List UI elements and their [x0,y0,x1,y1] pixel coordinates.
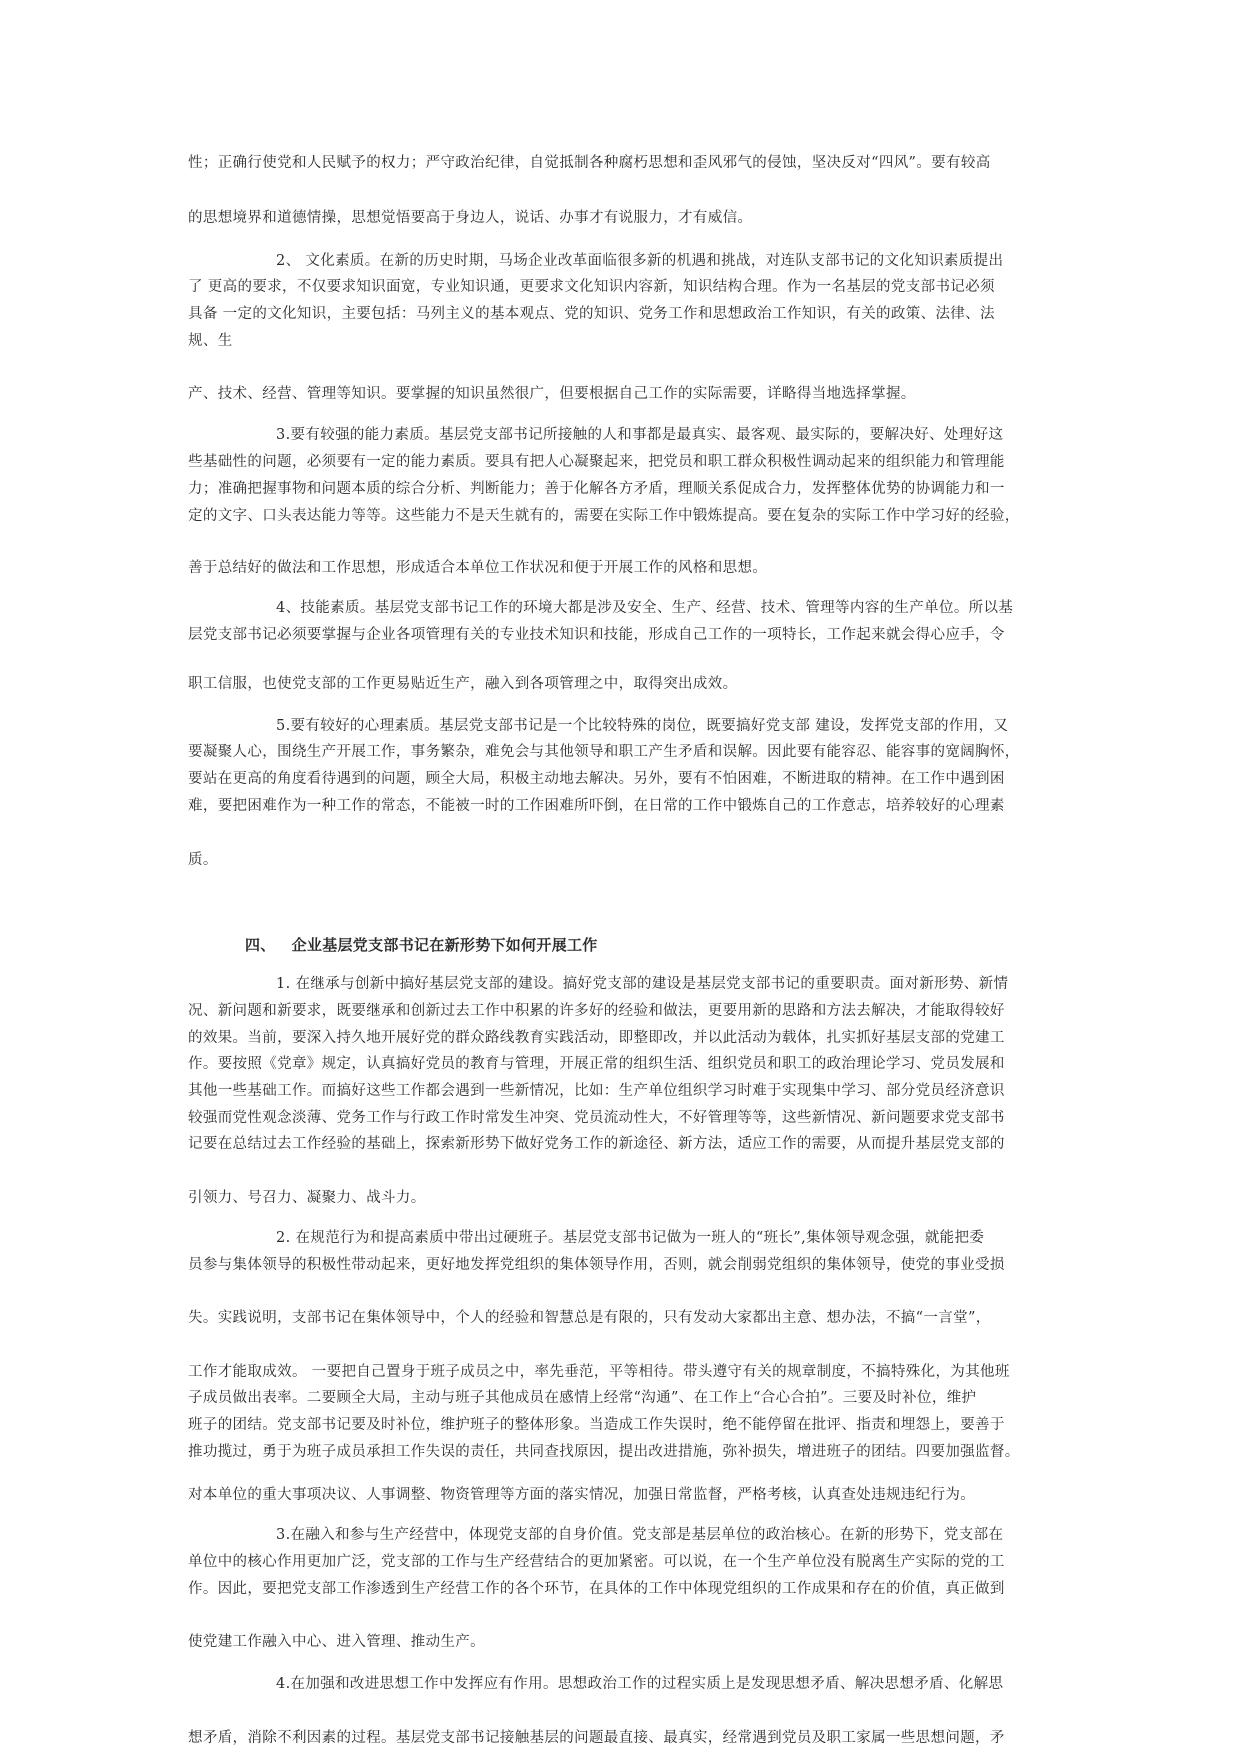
body-line: 子成员做出表率。二要顾全大局，主动与班子其他成员在感情上经常“沟通”、在工作上“合心合拍”。三要及时补位，维护 [188,1390,977,1406]
body-line: 层党支部书记必须要掌握与企业各项管理有关的专业技术知识和技能，形成自己工作的一项特长，工作起来就会得心应手，令 [188,627,1005,643]
body-line: 的效果。当前，要深入持久地开展好党的群众路线教育实践活动，即整即改，并以此活动为载体，扎实抓好基层支部的党建工 [188,1030,1005,1046]
body-line: 员参与集体领导的积极性带动起来，更好地发挥党组织的集体领导作用，否则，就会削弱党组织的集体领导，使党的事业受损 [188,1257,1005,1273]
body-line: 1. 在继承与创新中搞好基层党支部的建设。搞好党支部的建设是基层党支部书记的重要职责。面对新形势、新情 [276,976,1009,992]
body-line: 单位中的核心作用更加广泛，党支部的工作与生产经营结合的更加紧密。可以说，在一个生产单位没有脱离生产实际的党的工 [188,1554,1005,1570]
body-line: 性；正确行使党和人民赋予的权力；严守政治纪律，自觉抵制各种腐朽思想和歪风邪气的侵蚀，坚决反对“四风”。要有较高 [188,155,991,171]
body-line: 难，要把困难作为一种工作的常态，不能被一时的工作困难所吓倒，在日常的工作中锻炼自己的工作意志，培养较好的心理素 [188,798,1005,814]
body-line: 工作才能取成效。 一要把自己置身于班子成员之中，率先垂范，平等相待。带头遵守有关的规章制度，不搞特殊化，为其他班 [188,1364,1010,1380]
body-line: 对本单位的重大事项决议、人事调整、物资管理等方面的落实情况，加强日常监督，严格考核，认真查处违规违纪行为。 [188,1487,976,1503]
body-line: 其他一些基础工作。而搞好这些工作都会遇到一些新情况，比如：生产单位组织学习时难于实现集中学习、部分党员经济意识 [188,1083,1005,1099]
body-line: 职工信服，也使党支部的工作更易贴近生产，融入到各项管理之中，取得突出成效。 [188,676,738,692]
body-line: 3.要有较强的能力素质。基层党支部书记所接触的人和事都是最真实、最客观、最实际的，要解决好、处理好这 [276,427,1004,443]
body-line: 3.在融入和参与生产经营中，体现党支部的自身价值。党支部是基层单位的政治核心。在新的形势下，党支部在 [276,1527,1004,1543]
body-line: 推功揽过，勇于为班子成员承担工作失误的责任，共同查找原因，提出改进措施，弥补损失，增进班子的团结。四要加强监督。 [188,1444,1020,1460]
body-line: 4、技能素质。基层党支部书记工作的环境大都是涉及安全、生产、经营、技术、管理等内容的生产单位。所以基 [276,600,1014,616]
body-line: 质。 [188,852,218,868]
body-line: 5.要有较好的心理素质。基层党支部书记是一个比较特殊的岗位，既要搞好党支部 建设，发挥党支部的作用，又 [276,718,1009,734]
section-title: 企业基层党支部书记在新形势下如何开展工作 [291,936,598,954]
section-number: 四、 [245,936,276,954]
body-line: 些基础性的问题，必须要有一定的能力素质。要具有把人心凝聚起来，把党员和职工群众积极性调动起来的组织能力和管理能 [188,454,1005,470]
body-line: 2、 文化素质。在新的历史时期，马场企业改革面临很多新的机遇和挑战，对连队支部书记的文化知识素质提出 [276,253,1004,269]
body-line: 2. 在规范行为和提高素质中带出过硬班子。基层党支部书记做为一班人的“班长”,集体领导观念强，就能把委 [276,1230,985,1246]
section-heading [245,934,598,955]
body-line: 善于总结好的做法和工作思想，形成适合本单位工作状况和便于开展工作的风格和思想。 [188,560,768,576]
body-line: 失。实践说明，支部书记在集体领导中，个人的经验和智慧总是有限的，只有发动大家都出主意、想办法，不搞“一言堂”， [188,1310,991,1326]
body-line: 引领力、号召力、凝聚力、战斗力。 [188,1190,426,1206]
body-line: 规、生 [188,333,233,349]
body-line: 定的文字、口头表达能力等等。这些能力不是天生就有的，需要在实际工作中锻炼提高。要在复杂的实际工作中学习好的经验， [188,508,1020,524]
body-line: 了 更高的要求，不仅要求知识面宽，专业知识通，更要求文化知识内容新，知识结构合理。作为一名基层的党支部书记必须 [188,279,995,295]
body-line: 产、技术、经营、管理等知识。要掌握的知识虽然很广，但要根据自己工作的实际需要，详略得当地选择掌握。 [188,386,916,402]
body-line: 要站在更高的角度看待遇到的问题，顾全大局，积极主动地去解决。另外，要有不怕困难，不断进取的精神。在工作中遇到困 [188,771,1005,787]
body-line: 况、新问题和新要求，既要继承和创新过去工作中积累的许多好的经验和做法，更要用新的思路和方法去解决，才能取得较好 [188,1003,1005,1019]
body-line: 作。要按照《党章》规定，认真搞好党员的教育与管理，开展正常的组织生活、组织党员和职工的政治理论学习、党员发展和 [188,1056,1005,1072]
body-line: 作。因此，要把党支部工作渗透到生产经营工作的各个环节，在具体的工作中体现党组织的工作成果和存在的价值，真正做到 [188,1581,1005,1597]
body-line: 具备 一定的文化知识，主要包括：马列主义的基本观点、党的知识、党务工作和思想政治工作知识，有关的政策、法律、法 [188,306,995,322]
body-line: 4.在加强和改进思想工作中发挥应有作用。思想政治工作的过程实质上是发现思想矛盾、解决思想矛盾、化解思 [276,1676,1004,1692]
body-line: 记要在总结过去工作经验的基础上，探索新形势下做好党务工作的新途径、新方法，适应工作的需要，从而提升基层党支部的 [188,1136,1005,1152]
body-line: 想矛盾，消除不利因素的过程。基层党支部书记接触基层的问题最直接、最真实，经常遇到党员及职工家属一些思想问题，矛 [188,1730,1005,1746]
body-line: 力；准确把握事物和问题本质的综合分析、判断能力；善于化解各方矛盾，理顺关系促成合力，发挥整体优势的协调能力和一 [188,481,1005,497]
body-line: 较强而党性观念淡薄、党务工作与行政工作时常发生冲突、党员流动性大，不好管理等等，这些新情况、新问题要求党支部书 [188,1110,1005,1126]
body-line: 的思想境界和道德情操，思想觉悟要高于身边人，说话、办事才有说服力，才有威信。 [188,210,753,226]
body-line: 使党建工作融入中心、进入管理、推动生产。 [188,1634,485,1650]
body-line: 要凝聚人心，围绕生产开展工作，事务繁杂，难免会与其他领导和职工产生矛盾和误解。因此要有能容忍、能容事的宽阔胸怀， [188,744,1020,760]
body-line: 班子的团结。党支部书记要及时补位，维护班子的整体形象。当造成工作失误时，绝不能停留在批评、指责和埋怨上，要善于 [188,1417,1005,1433]
